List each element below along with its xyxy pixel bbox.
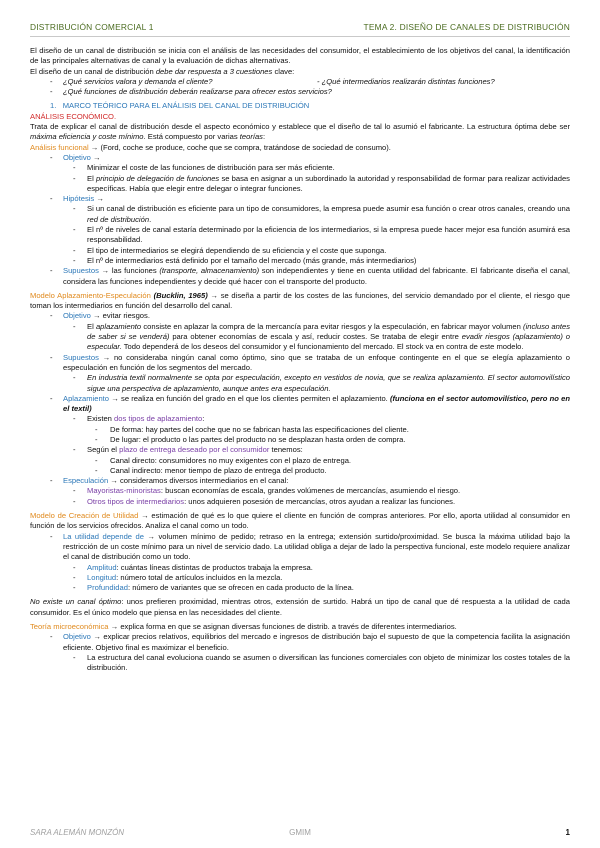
list-item: - Si un canal de distribución es eficiente para un tipo de consumidores, la empresa puede asumir esa función o crear otros canales, creando una red de distribución. xyxy=(73,204,570,224)
intro-paragraph: El diseño de un canal de distribución se inicia con el análisis de las necesidades del consumidor, el establecimiento de los objetivos del canal, la identificación de las principales alternativas de canal y la evaluación de dichas alternativas. xyxy=(30,46,570,66)
footer-degree: GMIM xyxy=(289,828,311,837)
list-item: - En industria textil normalmente se opta por especulación, excepto en vestidos de novia, que se realiza aplazamiento. El sector automovilístico sigue una perspectiva de aplazamiento, aunque antes era especulación. xyxy=(73,373,570,393)
functional-analysis-title: Análisis funcional → (Ford, coche se produce, coche que se compra, tratándose de sociedad de consumo). xyxy=(30,142,391,152)
footer-author: SARA ALEMÁN MONZÓN xyxy=(30,828,125,837)
microeconomic-theory-title: Teoría microeconómica → explica forma en que se asignan diversas funciones de distrib. a través de diferentes intermediarios. xyxy=(30,622,457,632)
list-item: - Mayoristas-minoristas: buscan economías de escala, grandes volúmenes de mercancías, asumiendo el riesgo. xyxy=(73,486,461,496)
list-item: - Según el plazo de entrega deseado por el consumidor tenemos: xyxy=(73,445,303,455)
list-item: - Aplazamiento → se realiza en función del grado en el que los clientes permiten el aplazamiento. (funciona en el sector automovilístico, pero no en el textil) xyxy=(50,393,570,414)
list-item: - La estructura del canal evoluciona cuando se asumen o diversifican las funciones comerciales con objeto de minimizar los costes totales de la distribución. xyxy=(73,652,570,673)
list-item: - Existen dos tipos de aplazamiento: xyxy=(73,414,205,424)
list-item: - El nº de niveles de canal estaría determinado por la eficiencia de los intermediarios, si la empresa puede hacer mejor esa función asumirá esa responsabilidad. xyxy=(73,225,570,245)
list-item: - Amplitud: cuántas líneas distintas de productos trabaja la empresa. xyxy=(73,562,313,572)
list-item: - De lugar: el producto o las partes del producto no se desplazan hasta orden de compra. xyxy=(95,434,406,444)
header-course: DISTRIBUCIÓN COMERCIAL 1 xyxy=(30,22,154,32)
page-number: 1 xyxy=(565,828,570,837)
list-item: - Supuestos → las funciones (transporte, almacenamiento) son independientes y tiene en cuenta utilidad del fabricante. El fabricante diseña el canal, considera las funciones independientes y decide qué hacer con el transporte del producto. xyxy=(50,266,570,286)
list-item: - Minimizar el coste de las funciones de distribución para ser más eficiente. xyxy=(73,163,335,173)
list-item: - El tipo de intermediarios se elegirá dependiendo de su eficiencia y el coste que suponga. xyxy=(73,245,387,255)
page-header xyxy=(30,22,570,36)
list-item: - Objetivo → evitar riesgos. xyxy=(50,311,150,321)
list-item: - El nº de intermediarios está definido por el tamaño del mercado (más grande, más intermediarios) xyxy=(73,255,417,265)
header-divider xyxy=(30,36,570,37)
question-item: - ¿Qué funciones de distribución deberán realizarse para ofrecer estos servicios? xyxy=(50,87,332,97)
utility-model-title: Modelo de Creación de Utilidad → estimación de qué es lo que quiere el cliente en función de compras anteriores. Por ello, aporta utilidad al consumidor en función de los servicios ofrecidos. Analiza el canal como un todo. xyxy=(30,511,570,531)
header-topic: TEMA 2. DISEÑO DE CANALES DE DISTRIBUCIÓN xyxy=(363,22,570,32)
list-item: - El aplazamiento consiste en aplazar la compra de la mercancía para evitar riesgos y la especulación, en fabricar mayor volumen (incluso antes de saber si se venderá) para obtener economías de escala y así, reducir costes. Se trataba de elegir entre evadir riesgos (aplazamiento) o especular. Todo dependerá de los deseos del consumidor y el funcionamiento del mercado. El stock va en contra de este modelo. xyxy=(73,321,570,352)
list-item: - Especulación → consideramos diversos intermediarios en el canal: xyxy=(50,476,289,486)
list-item: - Objetivo → xyxy=(50,152,101,162)
list-item: - Profundidad: número de variantes que se ofrecen en cada producto de la línea. xyxy=(73,583,354,593)
list-item: - Canal indirecto: menor tiempo de plazo de entrega del producto. xyxy=(95,465,327,475)
list-item: - Objetivo → explicar precios relativos, equilibrios del mercado e ingresos de distribución bajo el supuesto de que la competencia facilita la asignación eficiente. Objetivo final es maximizar el beneficio. xyxy=(50,632,570,652)
list-item: - De forma: hay partes del coche que no se fabrican hasta las especificaciones del cliente. xyxy=(95,424,409,434)
postponement-model-title: Modelo Aplazamiento-Especulación (Bucklin, 1965) → se diseña a partir de los costes de las funciones, del servicio demandado por el cliente, el riesgo que toman los intermediarios en función del desarrollo del canal. xyxy=(30,290,570,311)
list-item: - Canal directo: consumidores no muy exigentes con el plazo de entrega. xyxy=(95,455,352,465)
list-item: - El principio de delegación de funciones se basa en asignar a un subordinado la autoridad y responsabilidad de formar para realizar actividades específicas. Había que elegir entre delegar o integrar funciones. xyxy=(73,173,570,193)
list-item: - Otros tipos de intermediarios: unos adquieren posesión de mercancías, otros ayudan a realizar las funciones. xyxy=(73,496,456,506)
question-item: - ¿Qué servicios valora y demanda el cliente? - ¿Qué intermediarios realizarán distintas funciones? xyxy=(50,76,495,86)
page-footer xyxy=(30,828,570,840)
page-body xyxy=(30,46,570,674)
list-item: - Longitud: número total de artículos incluidos en la mezcla. xyxy=(73,572,283,582)
economic-intro: Trata de explicar el canal de distribución desde el aspecto económico y establece que el diseño de tal lo asumió el fabricante. La estructura óptima debe ser máxima eficiencia y coste mínimo. Está compuesto por varias teorías: xyxy=(30,122,570,142)
no-optimal-channel-note: No existe un canal óptimo: unos prefieren proximidad, mientras otros, extensión de surtido. Habrá un tipo de canal que dé respuesta a la utilidad de cada consumidor. Es el único modelo que piensa en las necesidades del cliente. xyxy=(30,597,570,617)
section-subheading: ANÁLISIS ECONÓMICO. xyxy=(30,111,117,121)
intro-questions-lead: El diseño de un canal de distribución debe dar respuesta a 3 cuestiones clave: xyxy=(30,66,295,76)
section-heading: 1. MARCO TEÓRICO PARA EL ANÁLISIS DEL CANAL DE DISTRIBUCIÓN xyxy=(50,101,310,111)
list-item: - La utilidad depende de → volumen mínimo de pedido; retraso en la entrega; extensión surtido/proximidad. Se busca la máxima utilidad bajo la restricción de un coste mínimo para un nivel de servicio dado. La utilidad obliga a dejar de lado la perspectiva funcional, este modelo requiere analizar el canal de distribución como un todo. xyxy=(50,531,570,562)
list-item: - Supuestos → no consideraba ningún canal como óptimo, sino que se trataba de un enfoque contingente en el que se elegía aplazamiento o especulación en función de los segmentos del mercado. xyxy=(50,352,570,372)
list-item: - Hipótesis → xyxy=(50,194,104,204)
